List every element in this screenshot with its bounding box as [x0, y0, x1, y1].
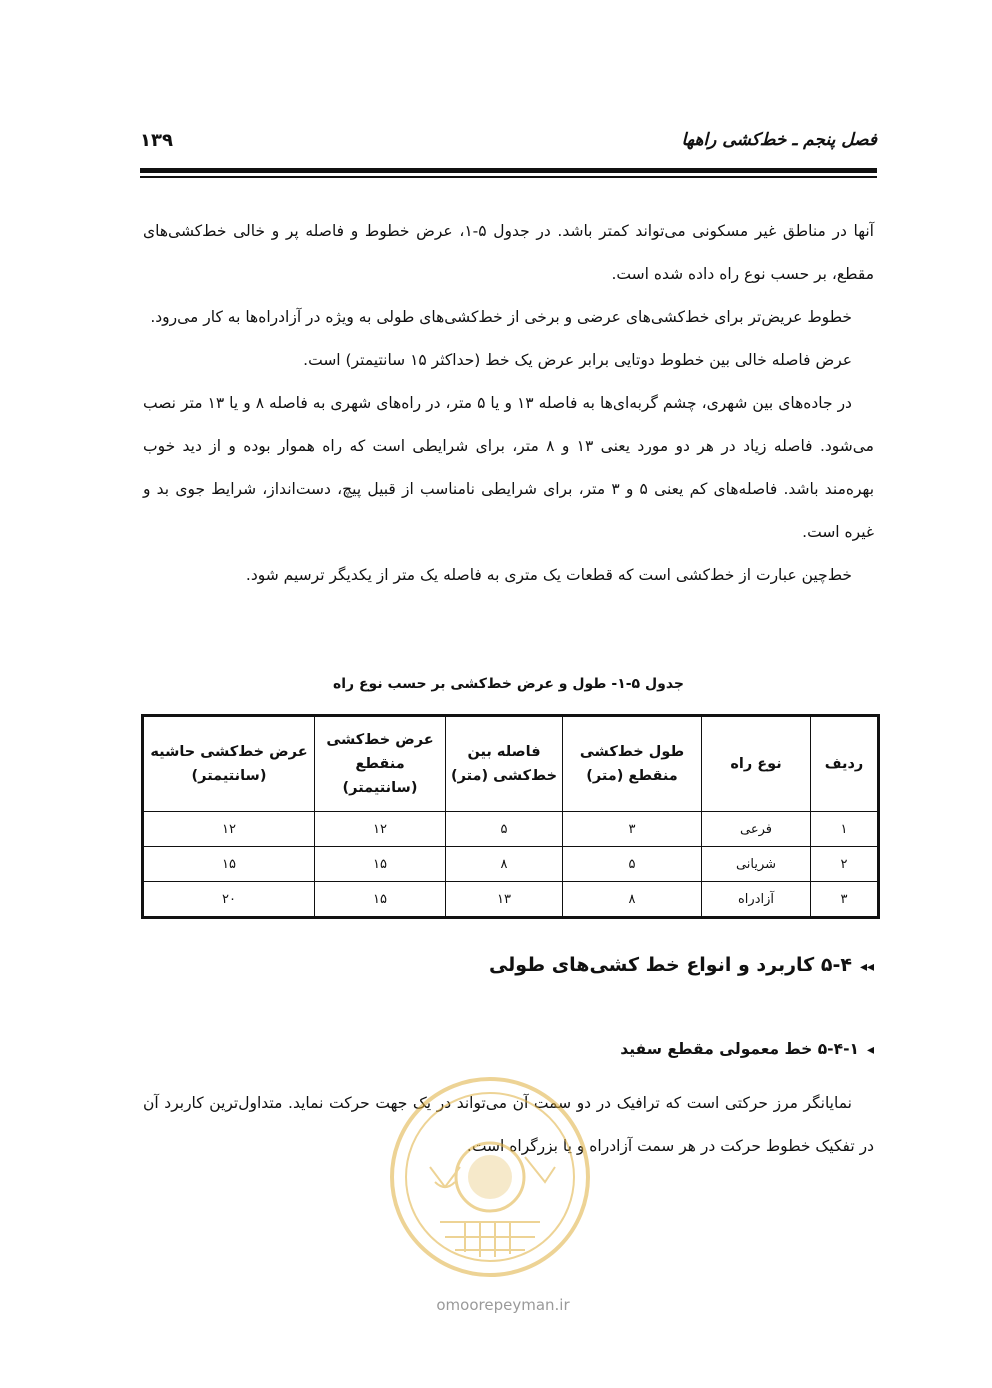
cell-edge-width: ۲۰	[143, 882, 315, 918]
cell-dash-width: ۱۵	[315, 847, 446, 882]
header-dash-length: طول خط‌کشی منقطع (متر)	[563, 716, 702, 812]
double-arrow-icon: ◂◂	[859, 959, 874, 975]
cell-dash-width: ۱۲	[315, 812, 446, 847]
cell-road-type: آزادراه	[702, 882, 811, 918]
paragraph: آنها در مناطق غیر مسکونی می‌تواند کمتر باشد. در جدول ۵-۱، عرض خطوط و فاصله پر و خالی خط‌کشی‌های مقطع، بر حسب نوع راه داده شده است.	[143, 222, 874, 283]
cell-gap: ۸	[446, 847, 563, 882]
page-header	[140, 128, 877, 168]
header-road-type: نوع راه	[702, 716, 811, 812]
table-header-row	[143, 716, 879, 812]
road-marking-table	[141, 714, 880, 919]
table-row	[143, 847, 879, 882]
cell-row-number: ۳	[811, 882, 879, 918]
cell-dash-length: ۳	[563, 812, 702, 847]
body-text-top	[143, 210, 874, 597]
paragraph: خطوط عریض‌تر برای خط‌کشی‌های عرضی و برخی از خط‌کشی‌های طولی به ویژه در آزادراه‌ها به کار می‌رود.	[150, 308, 852, 326]
chapter-title: فصل پنجم ـ خط‌کشی راهها	[681, 130, 877, 150]
cell-edge-width: ۱۵	[143, 847, 315, 882]
paragraph: خط‌چین عبارت از خط‌کشی است که قطعات یک متری به فاصله یک متر از یکدیگر ترسیم شود.	[245, 566, 852, 584]
section-heading	[489, 954, 874, 976]
paragraph: در جاده‌های بین شهری، چشم گربه‌ای‌ها به فاصله ۱۳ و یا ۵ متر، در راه‌های شهری به فاصله ۸ و یا ۱۳ متر نصب می‌شود. فاصله زیاد در هر دو مورد یعنی ۱۳ و ۸ متر، برای شرایطی است که راه هموار بوده و از دید خوب بهره‌مند باشد. فاصله‌های کم یعنی ۵ و ۳ متر، برای شرایطی نامناسب از قبیل پیچ، دست‌انداز، شرایط جوی بد و غیره است.	[143, 394, 875, 541]
header-rule-thin	[140, 176, 877, 178]
cell-edge-width: ۱۲	[143, 812, 315, 847]
page-number: ۱۳۹	[140, 130, 173, 151]
table-row	[143, 882, 879, 918]
cell-row-number: ۲	[811, 847, 879, 882]
section-heading-text: ۵-۴ کاربرد و انواع خط کشی‌های طولی	[488, 954, 852, 976]
cell-gap: ۵	[446, 812, 563, 847]
table-row	[143, 812, 879, 847]
cell-gap: ۱۳	[446, 882, 563, 918]
header-dash-width: عرض خط‌کشی منقطع (سانتیمتر)	[315, 716, 446, 812]
header-row-number: ردیف	[811, 716, 879, 812]
header-rule-thick	[140, 168, 877, 173]
watermark-url: omoorepeyman.ir	[436, 1296, 570, 1314]
cell-dash-length: ۸	[563, 882, 702, 918]
subsection-heading-text: ۵-۴-۱ خط معمولی مقطع سفید	[620, 1040, 859, 1058]
cell-road-type: فرعی	[702, 812, 811, 847]
table-caption: جدول ۵-۱- طول و عرض خط‌کشی بر حسب نوع راه	[332, 676, 684, 692]
cell-road-type: شریانی	[702, 847, 811, 882]
header-gap: فاصله بین خط‌کشی (متر)	[446, 716, 563, 812]
cell-row-number: ۱	[811, 812, 879, 847]
header-edge-width: عرض خط‌کشی حاشیه (سانتیمتر)	[143, 716, 315, 812]
logo-seal-icon	[385, 1072, 595, 1282]
subsection-heading	[620, 1040, 874, 1058]
cell-dash-width: ۱۵	[315, 882, 446, 918]
paragraph: عرض فاصله خالی بین خطوط دوتایی برابر عرض یک خط (حداکثر ۱۵ سانتیمتر) است.	[303, 351, 852, 369]
arrow-icon: ◂	[866, 1042, 874, 1058]
paragraph: نمایانگر مرز حرکتی است که ترافیک در دو سمت آن می‌تواند در یک جهت حرکت نماید. متداول‌ترین کاربرد آن در تفکیک خطوط حرکت در هر سمت آزادراه و یا بزرگراه است.	[143, 1094, 874, 1155]
cell-dash-length: ۵	[563, 847, 702, 882]
